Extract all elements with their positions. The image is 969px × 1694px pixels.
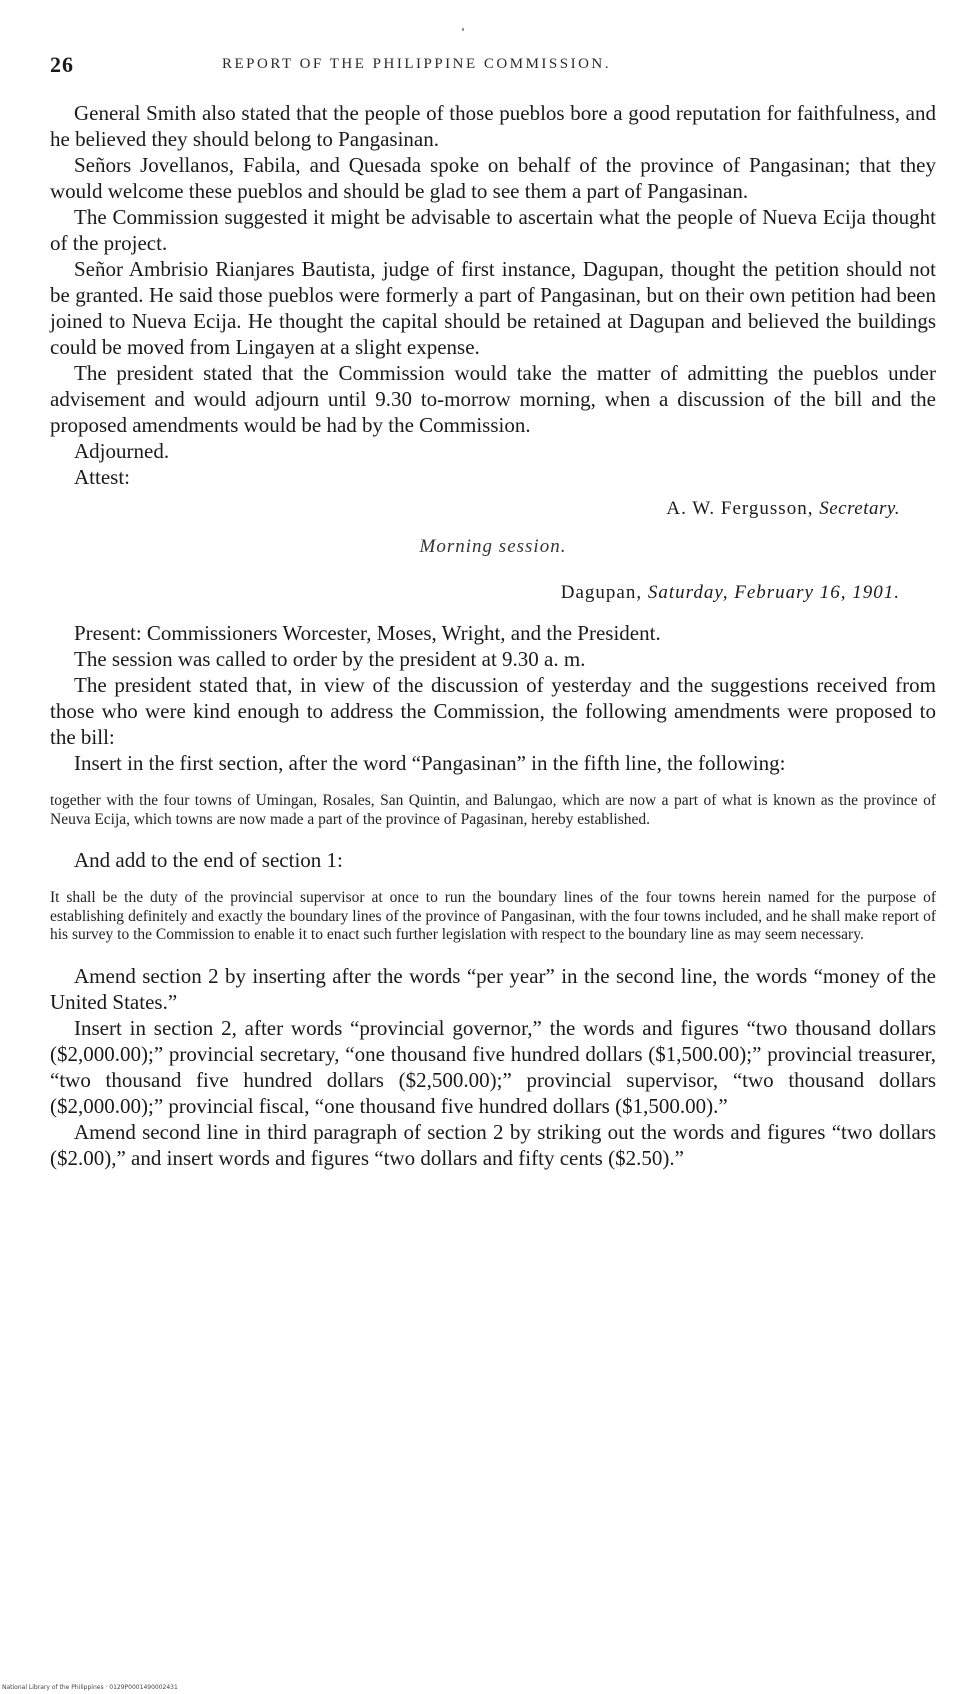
- paragraph-insert-first-section: Insert in the first section, after the word “Pangasinan” in the fifth line, the following:: [74, 751, 786, 775]
- dateline-date: Saturday, February 16, 1901.: [647, 582, 900, 603]
- paragraph-amend-third-paragraph: Amend second line in third paragraph of section 2 by striking out the words and figures “two dollars ($2.00),” and insert words and figures “two dollars and fifty cents ($2.50).”: [50, 1119, 936, 1170]
- page-number: 26: [50, 52, 74, 77]
- amendment-quote-towns: together with the four towns of Umingan, Rosales, San Quintin, and Balungao, which are now a part of what is known as the province of Neuva Ecija, which towns are now made a part of the province of Pagasinan, hereby established.: [50, 792, 936, 828]
- paragraph-add-to-end: And add to the end of section 1:: [74, 848, 343, 872]
- paragraph-insert-section-2: Insert in section 2, after words “provincial governor,” the words and figures “two thousand dollars ($2,000.00);” provincial secretary, “one thousand five hundred dollars ($1,500.00);” provincial treasurer, “two thousand five hundred dollars ($2,500.00);” provincial supervisor, “two thousand dollars ($2,000.00);” provincial fiscal, “one thousand five hundred dollars ($1,500.00).”: [50, 1015, 936, 1118]
- print-speck: [462, 28, 464, 31]
- paragraph-commission-suggested: The Commission suggested it might be advisable to ascertain what the people of Nueva Ecija thought of the project.: [50, 205, 936, 255]
- paragraph-senors: Señors Jovellanos, Fabila, and Quesada spoke on behalf of the province of Pangasinan; that they would welcome these pueblos and should be glad to see them a part of Pangasinan.: [50, 153, 936, 203]
- signature-name: A. W. Fergusson,: [666, 498, 814, 519]
- amendment-quote-supervisor: It shall be the duty of the provincial supervisor at once to run the boundary lines of the four towns herein named for the purpose of establishing definitely and exactly the boundary lines of the province of Pangasinan, with the four towns included, and he shall make report of his survey to the Commission to enable it to enact such further legislation with respect to the boundary line as may seem necessary.: [50, 889, 936, 943]
- scan-credit: National Library of the Philippines · 0129P0001490002431: [2, 1684, 178, 1691]
- paragraph-senor-bautista: Señor Ambrisio Rianjares Bautista, judge of first instance, Dagupan, thought the petition should not be granted. He said those pueblos were formerly a part of Pangasinan, but on their own petition had been joined to Nueva Ecija. He thought the capital should be retained at Dagupan and believed the buildings could be moved from Lingayen at a slight expense.: [50, 257, 936, 359]
- dateline-place: Dagupan,: [560, 582, 643, 603]
- signature: [50, 496, 900, 522]
- session-heading: Morning session.: [419, 536, 567, 557]
- page-header: [50, 52, 949, 82]
- paragraph-amendments-proposed: The president stated that, in view of the discussion of yesterday and the suggestions received from those who were kind enough to address the Commission, the following amendments were proposed to the bill:: [50, 673, 936, 749]
- running-head: REPORT OF THE PHILIPPINE COMMISSION.: [222, 56, 612, 72]
- paragraph-president-adjourn: The president stated that the Commission would take the matter of admitting the pueblos under advisement and would adjourn until 9.30 to-morrow morning, when a discussion of the bill and the proposed amendments would be had by the Commission.: [50, 361, 936, 437]
- paragraph-present: Present: Commissioners Worcester, Moses, Wright, and the President.: [74, 621, 661, 645]
- paragraph-amend-section-2: Amend section 2 by inserting after the words “per year” in the second line, the words “money of the United States.”: [50, 963, 936, 1014]
- attest-line: Attest:: [74, 465, 130, 489]
- dateline: [50, 580, 900, 606]
- paragraph-general-smith: General Smith also stated that the people of those pueblos bore a good reputation for faithfulness, and he believed they should belong to Pangasinan.: [50, 101, 936, 151]
- paragraph-called-to-order: The session was called to order by the president at 9.30 a. m.: [74, 647, 586, 671]
- signature-role: Secretary.: [819, 498, 900, 519]
- page-body: [50, 100, 936, 1171]
- adjourned-line: Adjourned.: [74, 439, 170, 463]
